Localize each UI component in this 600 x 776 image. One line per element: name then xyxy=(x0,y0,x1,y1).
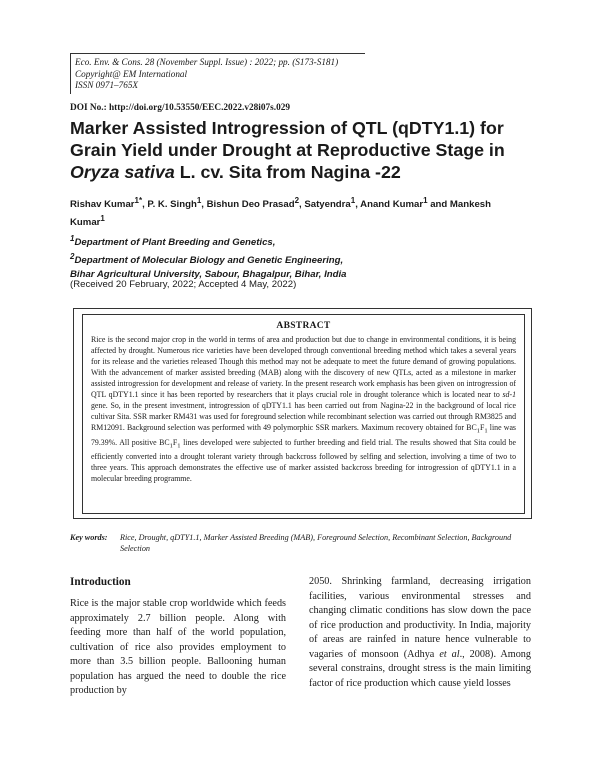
author-name: , P. K. Singh xyxy=(142,199,197,211)
affiliation-line xyxy=(70,250,530,268)
title-part-1: Marker Assisted Introgression of QTL (qDTY1.1) for Grain Yield under Drought at Reproductive Stage in xyxy=(70,118,505,160)
affiliation-mark: 2 xyxy=(70,252,75,262)
abstract-text xyxy=(91,334,516,484)
introduction-paragraph-right xyxy=(309,575,531,691)
author-affiliation-mark: 1 xyxy=(350,196,356,205)
introduction-paragraph-left: Rice is the major stable crop worldwide which feeds approximately 2.7 billion people. Along with feeding more than half of the world population, cultivation of rice also provides employment to more than 3.5 billion people. Ballooning human population has argued the need to double the rice production by xyxy=(70,598,286,696)
affiliation-dept-2: Department of Molecular Biology and Genetic Engineering, xyxy=(74,255,344,267)
author-name: Rishav Kumar xyxy=(70,199,135,211)
author-name: , Anand Kumar xyxy=(355,199,424,211)
abstract-text-part: lines developed were subjected to further breeding and field trial. The results showed that Sita could be efficiently converted into a drought tolerant variety through backcross followed by selfing and selection, involving a time of two to three years. This approach demonstrates the effective use of marker assisted backcross breeding for introgression of qDTY1.1 in a molecular breeding programme. xyxy=(91,437,516,484)
keywords-text: Rice, Drought, qDTY1.1, Marker Assisted Breeding (MAB), Foreground Selection, Recombinant Selection, Background Selection xyxy=(120,533,512,553)
author-name: and Mankesh Kumar xyxy=(70,199,491,229)
abstract-inner-frame xyxy=(82,314,525,514)
affiliation-dept-1: Department of Plant Breeding and Genetics, xyxy=(74,237,276,249)
abstract-subscript: 1 xyxy=(177,442,181,450)
author-affiliation-mark: 1 xyxy=(423,196,428,205)
paper-title xyxy=(70,117,540,183)
title-species: Oryza sativa xyxy=(70,162,175,182)
keywords-label: Key words: xyxy=(70,533,108,542)
abstract-heading: ABSTRACT xyxy=(276,321,331,331)
paragraph-text-part: ., 2008). Among several constrains, drought stress is the main limiting factor of rice production which cause yield losses xyxy=(309,648,531,689)
section-heading-introduction: Introduction xyxy=(70,576,131,588)
journal-citation: Eco. Env. & Cons. 28 (November Suppl. Issue) : 2022; pp. (S173-S181) xyxy=(75,57,339,67)
abstract-gene-name: sd-1 xyxy=(502,390,516,399)
author-affiliation-mark: 1 xyxy=(100,214,105,224)
column-right xyxy=(309,575,531,691)
affiliation-university: Bihar Agricultural University, Sabour, Bhagalpur, Bihar, India xyxy=(70,269,347,281)
abstract-subscript: 1 xyxy=(484,427,488,435)
abstract-text-part: line was 79.39%. All positive BC xyxy=(91,423,516,447)
citation-et-al: et al xyxy=(439,648,460,660)
affiliation-mark: 1 xyxy=(70,234,75,243)
affiliation-line xyxy=(70,232,530,250)
author-affiliation-mark: 1 xyxy=(196,196,202,205)
author-name: , Bishun Deo Prasad xyxy=(201,199,295,211)
doi-line[interactable]: DOI No.: http://doi.org/10.53550/EEC.2022.v28i07s.029 xyxy=(70,103,291,113)
paragraph-text-part: 2050. Shrinking farmland, decreasing irrigation facilities, various environmental stresses and changing climatic conditions has slow down the pace of rice production and productivity. In India, majority of areas are rainfed in nature hence vulnerable to vagaries of monsoon (Adhya xyxy=(309,576,531,660)
journal-copyright: Copyright@ EM International xyxy=(75,68,188,79)
abstract-subscript: 1 xyxy=(169,442,173,450)
abstract-box xyxy=(73,308,532,519)
author-affiliation-mark: 1* xyxy=(134,196,143,205)
received-dates: (Received 20 February, 2022; Accepted 4 May, 2022) xyxy=(70,279,297,290)
journal-issn: ISSN 0971–765X xyxy=(75,80,139,90)
abstract-text-part: gene. So, in the present investment, introgression of qDTY1.1 has been carried out from Nagina-22 in the background of local rice cultivar Sita. SSR marker RM431 was used for foreground selection while recombinant selection was carried out through RM3825 and RM12091. Background selection was performed with 49 polymorphic SSR markers. Maximum recovery obtained for BC xyxy=(91,401,516,432)
abstract-text-part: Rice is the second major crop in the world in terms of area and production but due to change in environmental conditions, it is being affected by drought. Numerous rice varieties have been developed through conventional breeding method which takes a several years for its release and the varieties released Though this method may not be adequate to meet the future demand of growing populations. With the advancement of marker assisted breeding (MAB) along with the discovery of new QTLs, acted as a milestone in marker assisted introgression for development and release of variety. In the present research work emphasis has been given on introgression of QTL qDTY1.1 since it has been reported by researchers that it plays crucial role in drought tolerance which is located near to xyxy=(91,335,516,399)
journal-citation-box xyxy=(70,53,365,94)
author-list xyxy=(70,194,510,230)
affiliations xyxy=(70,232,530,282)
author-affiliation-mark: 2 xyxy=(294,196,300,205)
title-part-2: L. cv. Sita from Nagina -22 xyxy=(174,162,401,182)
abstract-text-part: F xyxy=(172,437,178,447)
keywords xyxy=(70,532,540,554)
abstract-subscript: 1 xyxy=(476,427,480,435)
abstract-text-part: F xyxy=(479,423,485,432)
author-name: , Satyendra xyxy=(299,199,351,211)
column-left xyxy=(70,575,286,699)
